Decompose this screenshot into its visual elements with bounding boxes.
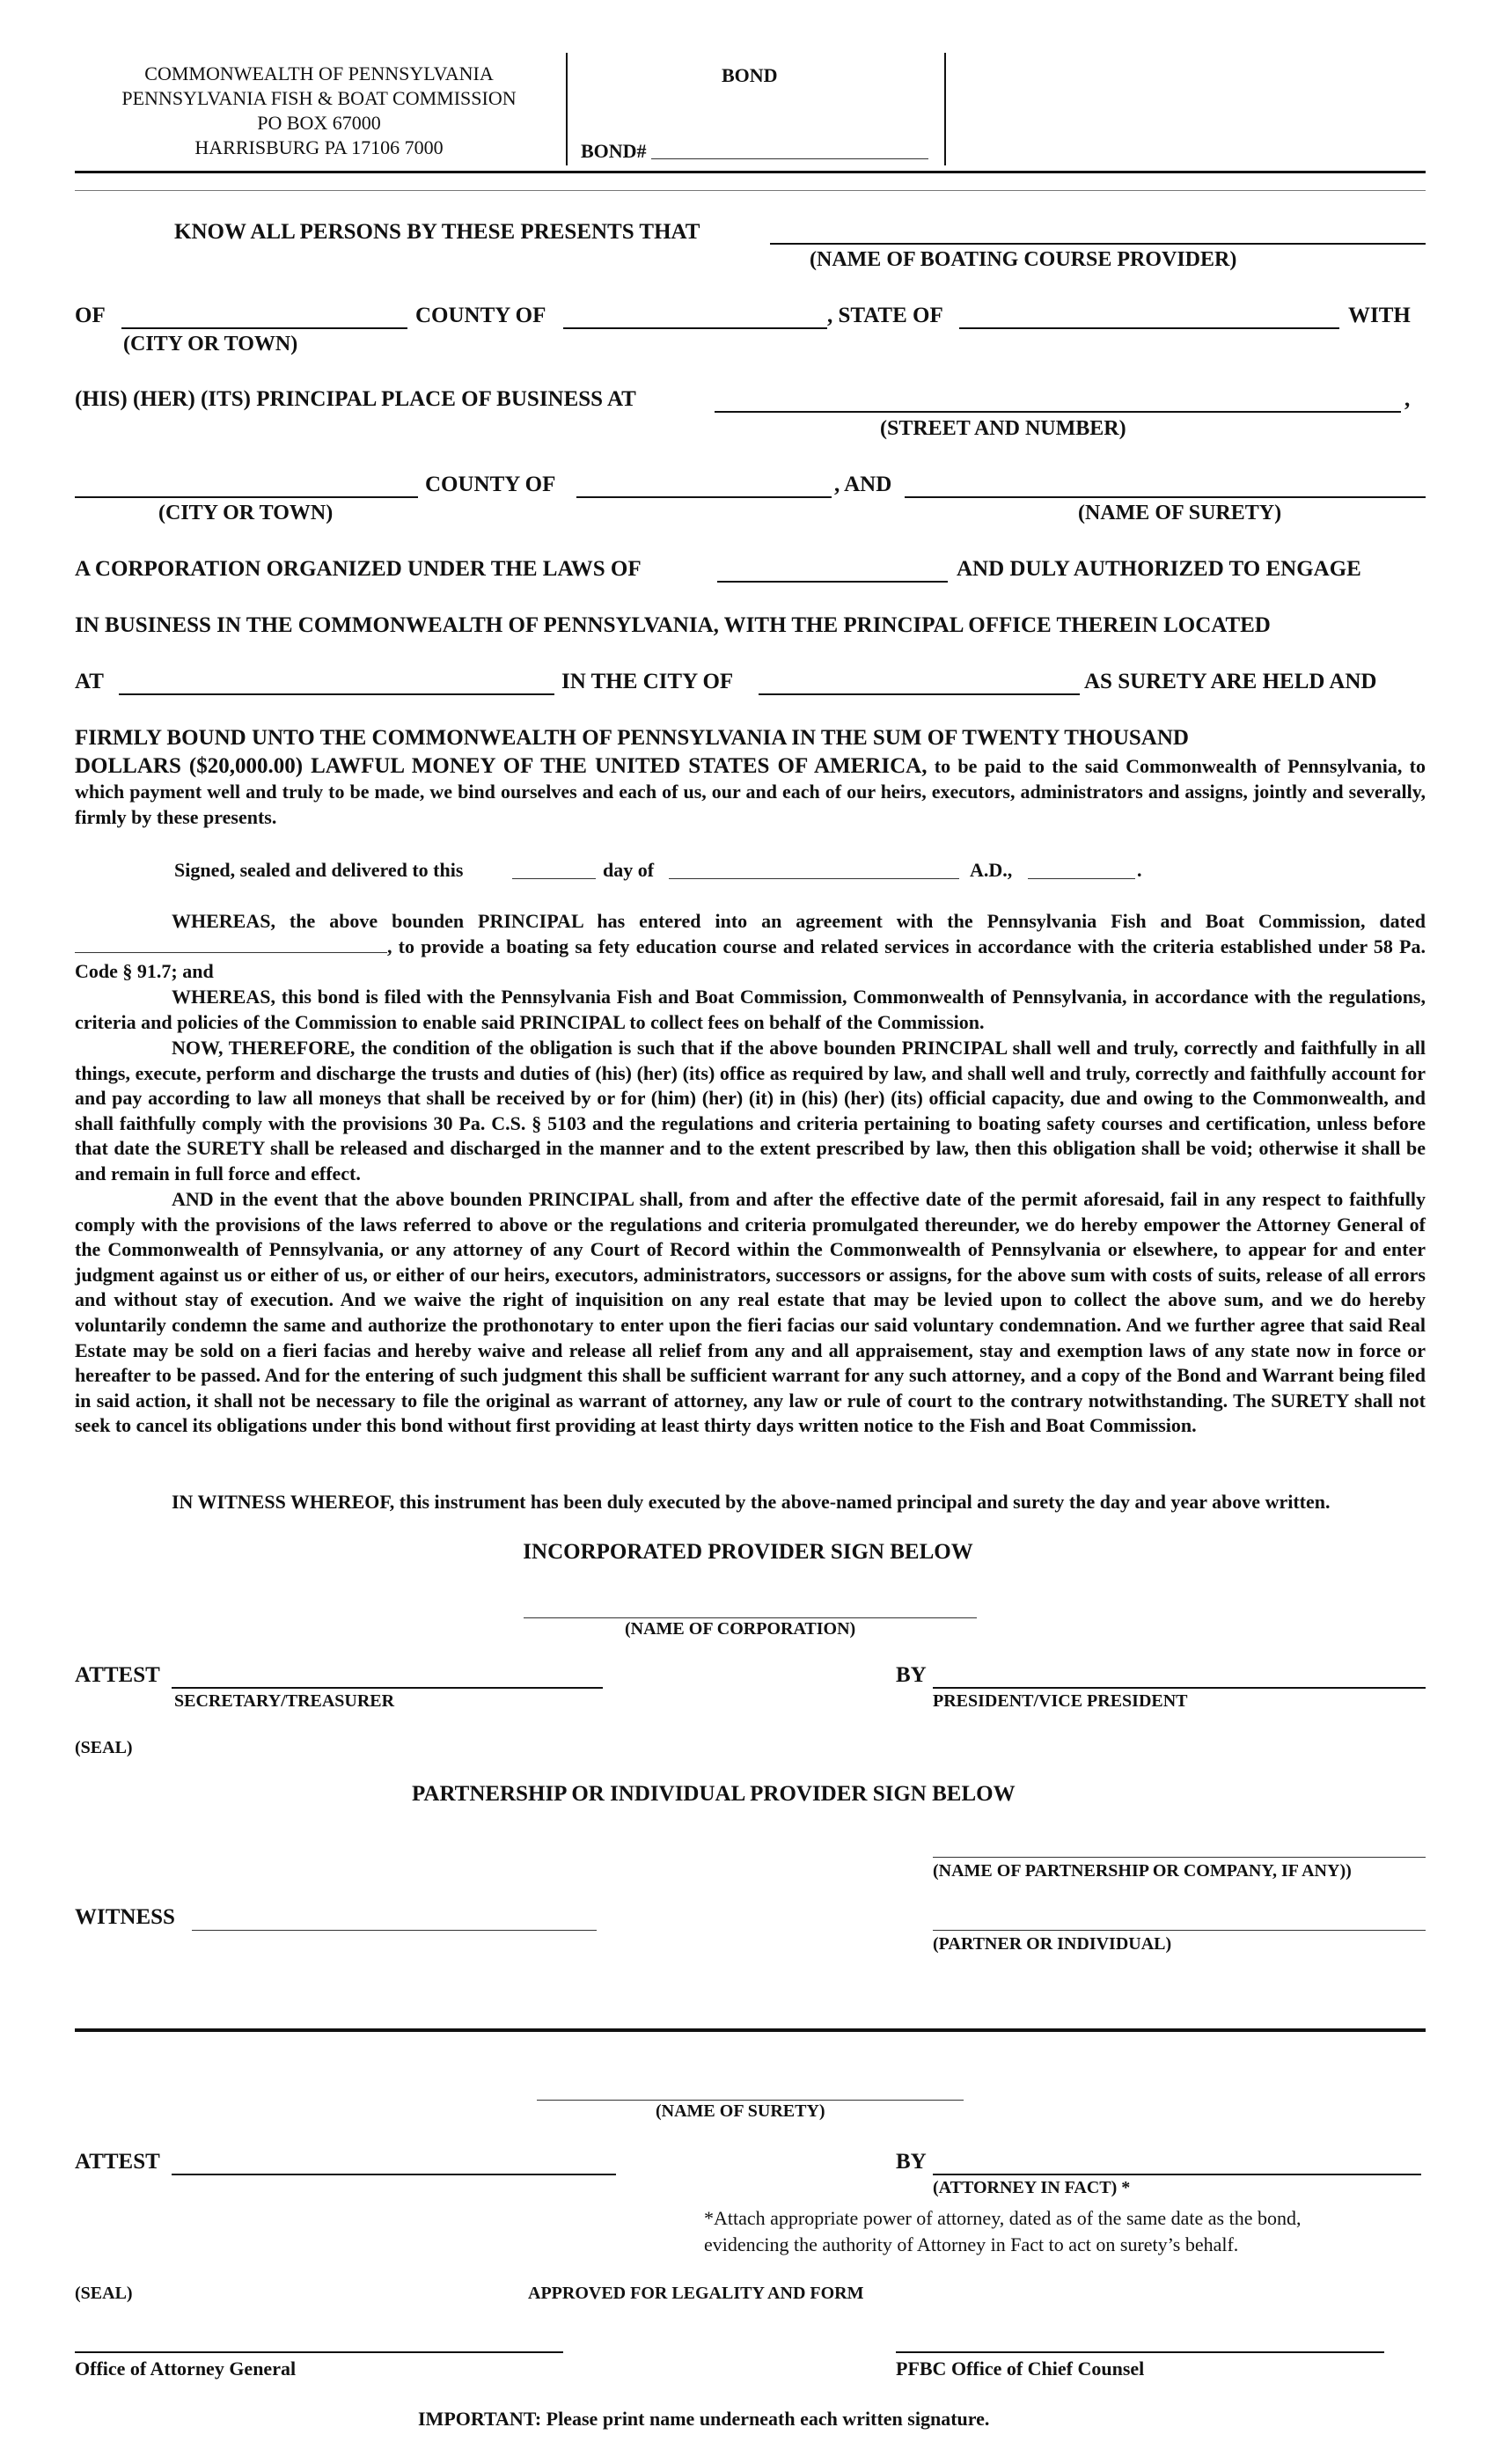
attest-signature-field-2[interactable] [172, 2174, 616, 2175]
in-city-of-label: IN THE CITY OF [561, 670, 734, 693]
agreement-date-field[interactable] [75, 935, 387, 953]
whereas-1-text: WHEREAS, the above bounden PRINCIPAL has entered into an agreement with the Pennsylvania Fish and Boat Commission, dated [172, 910, 1426, 932]
event-text: AND in the event that the above bounden PRINCIPAL shall, from and after the effective date of the permit aforesaid, fail in any respect to faithfully comply with the provisions of the laws referred to above or the regulations and criteria promulgated thereunder, we do hereby empower the Attorney General of the Commonwealth of Pennsylvania, or any attorney of any Court of Record within the Commonwealth of Pennsylvania or elsewhere, to appear for and enter judgment against us or either of us, or either of our heirs, executors, administrators, successors or assigns, for the above sum with costs of suits, release of all errors and without stay of execution. And we waive the right of inquisition on any real estate that may be levied upon to collect the above sum, and we do hereby voluntarily condemn the same and authorize the prothonotary to enter upon the fieri facias our said voluntary condemnation. And we further agree that said Real Estate may be sold on a fieri facias and hereby waive and release all relief from any and all appraisement, stay and exemption laws of any state now in force or hereafter to be passed. And for the entering of such judgment this shall be sufficient warrant for any such attorney, and a copy of the Bond and Warrant being filed in said action, it shall not be necessary to file the original as warrant of attorney, any law or rule of court to the contrary notwithstanding. The SURETY shall not seek to cancel its obligations under this bond without first providing at least thirty days written notice to the Fish and Boat Commission. [75, 1188, 1426, 1437]
agency-address-block [75, 62, 563, 160]
street-field[interactable] [715, 411, 1401, 413]
city-caption-2: (CITY OR TOWN) [158, 502, 334, 524]
by-label-1: BY [896, 1663, 927, 1687]
attorney-signature-field[interactable] [933, 2174, 1421, 2175]
attorney-caption: (ATTORNEY IN FACT) * [933, 2178, 1131, 2197]
header-divider-left [566, 53, 568, 165]
state-field[interactable] [959, 327, 1339, 329]
month-field[interactable] [669, 878, 959, 879]
of-label: OF [75, 304, 106, 327]
whereas-paragraph-2 [75, 985, 1426, 1035]
city-caption-1: (CITY OR TOWN) [123, 333, 298, 356]
witness-whereof-paragraph [75, 1490, 1426, 1515]
partnership-heading: PARTNERSHIP OR INDIVIDUAL PROVIDER SIGN BELOW [412, 1782, 1016, 1806]
agency-line-4: HARRISBURG PA 17106 7000 [194, 136, 444, 158]
state-of-label: , STATE OF [827, 304, 943, 327]
ad-label: A.D., [970, 859, 1013, 881]
secretary-caption: SECRETARY/TREASURER [174, 1691, 395, 1711]
surety-name-field-bottom[interactable] [537, 2100, 964, 2101]
seal-label-1: (SEAL) [75, 1738, 133, 1757]
city-field-1[interactable] [121, 327, 407, 329]
whereas-1-text-b: , to provide a boating sa fety education course and related services in accordance with the criteria established under 58 Pa. Code § 91.7; and [75, 935, 1426, 983]
as-surety-label: AS SURETY ARE HELD AND [1084, 670, 1377, 693]
lawful-money-clause: DOLLARS ($20,000.00) LAWFUL MONEY OF THE UNITED STATES OF AMERICA, [75, 754, 928, 778]
now-therefore-text: NOW, THEREFORE, the condition of the obligation is such that if the above bounden PRINCIPAL shall well and truly, correctly and faithfully in all things, execute, perform and discharge the trusts and duties of (his) (her) (its) office as required by law, and shall well and truly, correctly and faithfully account for and pay according to law all moneys that shall be received by or for (him) (her) (it) in (his) (her) (its) official capacity, due and owing to the Commonwealth, and shall faithfully comply with the provisions 30 Pa. C.S. § 5103 and the regulations and criteria pertaining to boating safety courses and certification, unless before that date the SURETY shall be released and discharged in the manner and to the extent prescribed by law, then this obligation shall be void; otherwise it shall be and remain in full force and effect. [75, 1037, 1426, 1184]
office-address-field[interactable] [119, 693, 554, 695]
agency-line-3: PO BOX 67000 [257, 112, 381, 134]
agency-line-1: COMMONWEALTH OF PENNSYLVANIA [144, 62, 494, 84]
header-thin-rule [75, 190, 1426, 191]
power-of-attorney-note-2: evidencing the authority of Attorney in Fact to act on surety’s behalf. [704, 2233, 1239, 2255]
bond-title: BOND [722, 64, 778, 86]
section-divider [75, 2028, 1426, 2032]
partnership-name-field[interactable] [933, 1857, 1426, 1858]
attorney-general-signature-field[interactable] [75, 2351, 563, 2353]
state-laws-field[interactable] [717, 581, 948, 583]
approved-label: APPROVED FOR LEGALITY AND FORM [528, 2284, 864, 2303]
partner-signature-field[interactable] [933, 1930, 1426, 1931]
county-of-label: COUNTY OF [415, 304, 546, 327]
at-label: AT [75, 670, 104, 693]
partner-caption: (PARTNER OR INDIVIDUAL) [933, 1934, 1172, 1954]
incorporated-heading: INCORPORATED PROVIDER SIGN BELOW [523, 1540, 973, 1564]
year-field[interactable] [1028, 878, 1135, 879]
partnership-name-caption: (NAME OF PARTNERSHIP OR COMPANY, IF ANY)) [933, 1861, 1352, 1881]
by-label-2: BY [896, 2150, 927, 2174]
firmly-bound-paragraph [75, 753, 1426, 830]
agency-line-2: PENNSYLVANIA FISH & BOAT COMMISSION [121, 87, 517, 109]
president-signature-field[interactable] [933, 1687, 1426, 1689]
header-bottom-rule [75, 171, 1426, 173]
with-label: WITH [1348, 304, 1411, 327]
know-all-label: KNOW ALL PERSONS BY THESE PRESENTS THAT [174, 220, 700, 244]
corporation-organized-label: A CORPORATION ORGANIZED UNDER THE LAWS OF [75, 557, 642, 581]
city-field-2[interactable] [75, 496, 418, 498]
principal-place-label: (HIS) (HER) (ITS) PRINCIPAL PLACE OF BUSINESS AT [75, 387, 636, 411]
signed-sealed-label: Signed, sealed and delivered to this [174, 859, 464, 881]
bond-number-field[interactable] [651, 158, 928, 159]
witness-label: WITNESS [75, 1905, 175, 1929]
header-divider-right [944, 53, 946, 165]
surety-caption: (NAME OF SURETY) [1078, 502, 1282, 524]
corporation-name-field[interactable] [524, 1617, 977, 1618]
payment-clause: to be paid to the said Commonwealth of Pennsylvania, to which payment well and truly to be made, we bind ourselves and each of us, our and each of our heirs, executors, administrators and assigns, jointly and severally, firmly by these presents. [75, 755, 1426, 828]
office-attorney-general-label: Office of Attorney General [75, 2358, 297, 2380]
attest-label-1: ATTEST [75, 1663, 160, 1687]
county-field-2[interactable] [576, 496, 832, 498]
power-of-attorney-note-1: *Attach appropriate power of attorney, dated as of the same date as the bond, [704, 2207, 1302, 2229]
in-business-label: IN BUSINESS IN THE COMMONWEALTH OF PENNSYLVANIA, WITH THE PRINCIPAL OFFICE THEREIN LOCATED [75, 613, 1271, 637]
county-field-1[interactable] [563, 327, 827, 329]
day-of-label: day of [603, 859, 655, 881]
witness-signature-field[interactable] [192, 1930, 597, 1931]
attest-label-2: ATTEST [75, 2150, 160, 2174]
county-of-label-2: COUNTY OF [425, 473, 556, 496]
important-notice: IMPORTANT: Please print name underneath each written signature. [418, 2408, 990, 2430]
office-city-field[interactable] [759, 693, 1080, 695]
event-paragraph [75, 1187, 1426, 1439]
surety-name-caption: (NAME OF SURETY) [656, 2101, 825, 2121]
witness-whereof-text: IN WITNESS WHEREOF, this instrument has been duly executed by the above-named principal and surety the day and year above written. [172, 1491, 1331, 1513]
chief-counsel-signature-field[interactable] [896, 2351, 1384, 2353]
seal-label-2: (SEAL) [75, 2284, 133, 2303]
whereas-paragraph-1 [75, 909, 1426, 985]
street-caption: (STREET AND NUMBER) [880, 417, 1126, 440]
and-label: , AND [834, 473, 892, 496]
corporation-name-caption: (NAME OF CORPORATION) [625, 1619, 856, 1639]
surety-name-field[interactable] [905, 496, 1426, 498]
street-comma: , [1404, 387, 1411, 411]
president-caption: PRESIDENT/VICE PRESIDENT [933, 1691, 1188, 1711]
now-therefore-paragraph [75, 1036, 1426, 1187]
provider-name-field[interactable] [770, 243, 1426, 245]
provider-name-caption: (NAME OF BOATING COURSE PROVIDER) [810, 248, 1237, 271]
bond-number-label: BOND# [581, 140, 647, 162]
year-period: . [1137, 859, 1142, 881]
attest-signature-field-1[interactable] [172, 1687, 603, 1689]
duly-authorized-label: AND DULY AUTHORIZED TO ENGAGE [957, 557, 1361, 581]
day-field[interactable] [512, 878, 596, 879]
whereas-2-text: WHEREAS, this bond is filed with the Pennsylvania Fish and Boat Commission, Commonwealth of Pennsylvania, in accordance with the regulations, criteria and policies of the Commission to enable said PRINCIPAL to collect fees on behalf of the Commission. [75, 986, 1426, 1033]
pfbc-chief-counsel-label: PFBC Office of Chief Counsel [896, 2358, 1145, 2380]
firmly-bound-line: FIRMLY BOUND UNTO THE COMMONWEALTH OF PENNSYLVANIA IN THE SUM OF TWENTY THOUSAND [75, 726, 1189, 750]
